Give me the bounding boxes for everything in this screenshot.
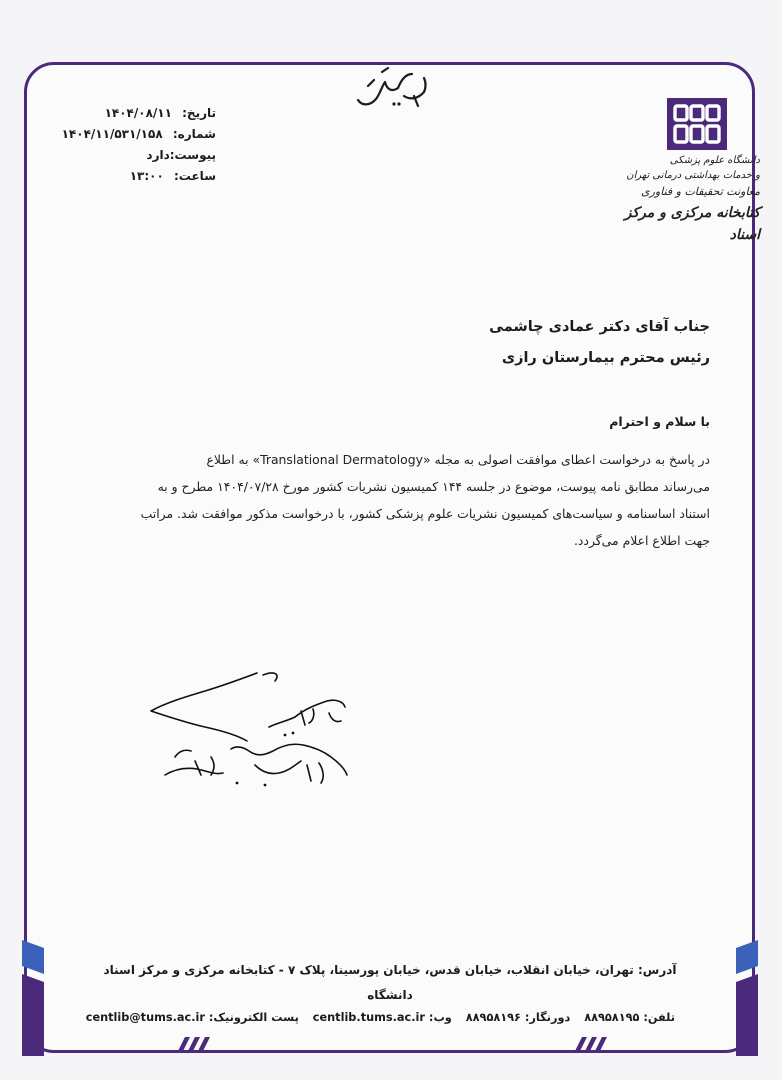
date-label: تاریخ: [182, 106, 216, 120]
body-line-4: جهت اطلاع اعلام می‌گردد. [573, 533, 710, 548]
fax-value: ۸۸۹۵۸۱۹۶ [465, 1011, 521, 1024]
time-row [72, 166, 216, 187]
bottom-stripes-right [572, 1035, 612, 1053]
footer-address [100, 958, 680, 1008]
number-row [61, 124, 216, 145]
email-item [86, 1011, 299, 1024]
footer-contact [85, 1011, 680, 1024]
bismillah-calligraphy [352, 66, 430, 110]
letter-body [70, 446, 710, 554]
recipient-name: جناب آقای دکتر عمادی چاشمی [489, 319, 710, 335]
logo-line-3: معاونت تحقیقات و فناوری [640, 185, 760, 198]
date-row [72, 103, 216, 124]
logo-line-4: کتابخانه مرکزی و مرکز اسناد [624, 205, 760, 243]
logo-line-2: و خدمات بهداشتی درمانی تهران [626, 170, 760, 181]
body-line-2: می‌رساند مطابق نامه پیوست، موضوع در جلسه ۱۴۴ کمیسیون نشریات کشور مورخ ۱۴۰۴/۰۷/۲۸ مطرح و به [157, 479, 710, 494]
date-value: ۱۴۰۴/۰۸/۱۱ [104, 106, 172, 120]
corner-decoration-right [708, 940, 760, 1056]
greeting: با سلام و احترام [609, 414, 710, 429]
phone-item [580, 1011, 675, 1024]
handwritten-signature [145, 665, 355, 795]
university-name [600, 153, 760, 246]
fax-item [462, 1011, 570, 1024]
logo-line-1: دانشگاه علوم پزشکی [669, 155, 760, 166]
body-line-1: در پاسخ به درخواست اعطای موافقت اصولی به مجله «Translational Dermatology» به اطلاع [206, 452, 710, 467]
body-line-3: استناد اساسنامه و سیاست‌های کمیسیون نشریات علوم پزشکی کشور، با درخواست مذکور موافقت شد. مراتب [140, 506, 710, 521]
fax-label: دورنگار: [524, 1011, 571, 1024]
email-value[interactable]: centlib@tums.ac.ir [85, 1011, 205, 1024]
number-label: شماره: [172, 127, 216, 141]
attachment-row [72, 145, 216, 166]
attachment-value: پیوست:دارد [146, 148, 216, 162]
bottom-stripes-left [175, 1035, 215, 1053]
address-line-1: آدرس: تهران، خیابان انقلاب، خیابان قدس، خیابان پورسینا، پلاک ۷ - کتابخانه مرکزی و مرکز اسناد [103, 963, 677, 977]
web-item [309, 1011, 452, 1024]
time-label: ساعت: [173, 169, 216, 183]
letter-meta [61, 103, 216, 187]
address-line-2: دانشگاه [367, 988, 413, 1002]
recipient-title: رئیس محترم بیمارستان رازی [501, 350, 710, 366]
time-value: ۱۳:۰۰ [129, 169, 164, 183]
corner-decoration-left [22, 940, 72, 1056]
web-label: وب: [428, 1011, 452, 1024]
university-logo [667, 98, 727, 150]
web-value[interactable]: centlib.tums.ac.ir [312, 1011, 425, 1024]
phone-label: تلفن: [643, 1011, 675, 1024]
email-label: پست الکترونیک: [208, 1011, 299, 1024]
phone-value: ۸۸۹۵۸۱۹۵ [584, 1011, 640, 1024]
number-value: ۱۴۰۴/۱۱/۵۳۱/۱۵۸ [61, 127, 163, 141]
recipient-block [380, 312, 710, 374]
